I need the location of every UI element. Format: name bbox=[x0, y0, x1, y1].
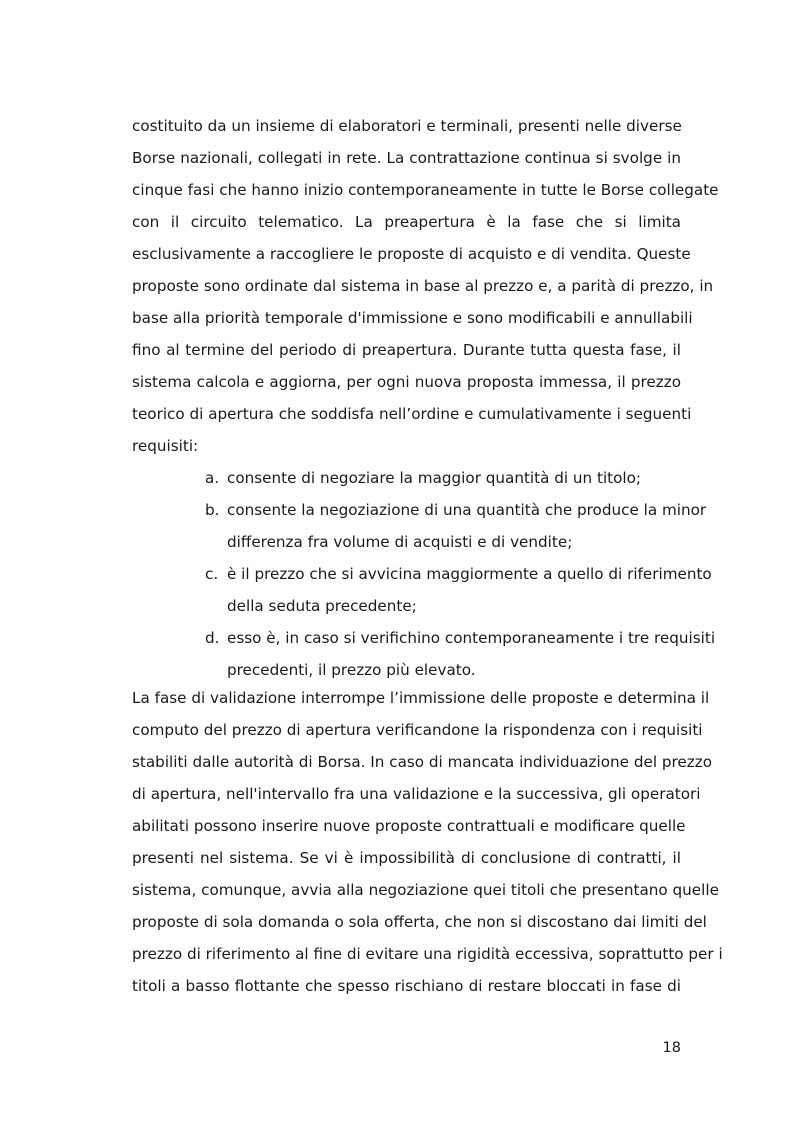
text-line: La fase di validazione interrompe l’immissione delle proposte e determina il bbox=[132, 689, 710, 707]
text-line: proposte sono ordinate dal sistema in base al prezzo e, a parità di prezzo, in bbox=[132, 277, 714, 295]
text-line: titoli a basso flottante che spesso rischiano di restare bloccati in fase di bbox=[132, 977, 681, 995]
list-marker: d. bbox=[205, 629, 220, 647]
page-number: 18 bbox=[662, 1040, 681, 1056]
text-line: prezzo di riferimento al fine di evitare una rigidità eccessiva, soprattutto per i bbox=[132, 945, 723, 963]
list-marker: a. bbox=[205, 469, 220, 487]
text-line: proposte di sola domanda o sola offerta, che non si discostano dai limiti del bbox=[132, 913, 707, 931]
list-marker: b. bbox=[205, 501, 220, 519]
text-line: teorico di apertura che soddisfa nell’ordine e cumulativamente i seguenti bbox=[132, 405, 692, 423]
list-marker: c. bbox=[205, 565, 219, 583]
list-item-text: consente di negoziare la maggior quantità di un titolo; bbox=[227, 469, 642, 487]
text-line: requisiti: bbox=[132, 437, 199, 455]
text-line: base alla priorità temporale d'immissione e sono modificabili e annullabili bbox=[132, 309, 693, 327]
list-item-text: della seduta precedente; bbox=[227, 597, 417, 615]
list-item-text: consente la negoziazione di una quantità che produce la minor bbox=[227, 501, 707, 519]
text-line: sistema, comunque, avvia alla negoziazione quei titoli che presentano quelle bbox=[132, 881, 719, 899]
text-line: costituito da un insieme di elaboratori e terminali, presenti nelle diverse bbox=[132, 117, 682, 135]
text-line: abilitati possono inserire nuove proposte contrattuali e modificare quelle bbox=[132, 817, 686, 835]
list-item-text: differenza fra volume di acquisti e di vendite; bbox=[227, 533, 573, 551]
text-line: di apertura, nell'intervallo fra una validazione e la successiva, gli operatori bbox=[132, 785, 701, 803]
text-line: computo del prezzo di apertura verificandone la rispondenza con i requisiti bbox=[132, 721, 703, 739]
text-line: cinque fasi che hanno inizio contemporaneamente in tutte le Borse collegate bbox=[132, 181, 719, 199]
text-line: fino al termine del periodo di preapertura. Durante tutta questa fase, il bbox=[132, 341, 681, 359]
list-item-text: precedenti, il prezzo più elevato. bbox=[227, 661, 476, 679]
text-line: esclusivamente a raccogliere le proposte di acquisto e di vendita. Queste bbox=[132, 245, 691, 263]
list-item-text: esso è, in caso si verifichino contemporaneamente i tre requisiti bbox=[227, 629, 716, 647]
list-item-text: è il prezzo che si avvicina maggiormente a quello di riferimento bbox=[227, 565, 712, 583]
text-line: presenti nel sistema. Se vi è impossibilità di conclusione di contratti, il bbox=[132, 849, 681, 867]
text-line: Borse nazionali, collegati in rete. La contrattazione continua si svolge in bbox=[132, 149, 681, 167]
text-line: con il circuito telematico. La preapertura è la fase che si limita bbox=[132, 213, 681, 231]
text-line: sistema calcola e aggiorna, per ogni nuova proposta immessa, il prezzo bbox=[132, 373, 681, 391]
text-line: stabiliti dalle autorità di Borsa. In caso di mancata individuazione del prezzo bbox=[132, 753, 712, 771]
